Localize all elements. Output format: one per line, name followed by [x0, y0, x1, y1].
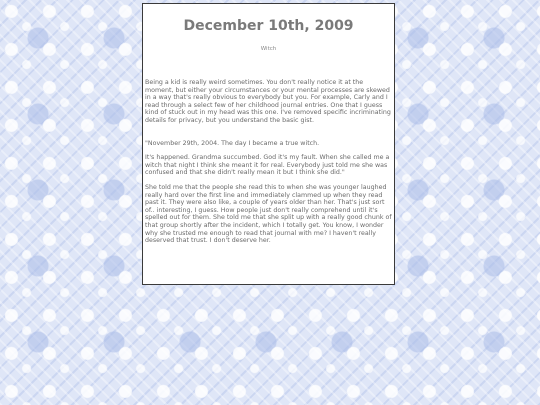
post-tag-link[interactable]: Witch [260, 46, 277, 52]
post-paragraph: "November 29th, 2004. The day I became a true witch. [145, 139, 320, 147]
post-paragraph: It's happened. Grandma succumbed. God it's my fault. When she called me a witch that night I think she meant it for real. Everybody just told me she was confused and that she didn't really mean it but I think she did." [145, 154, 390, 177]
post-paragraph: Being a kid is really weird sometimes. You don't really notice it at the moment, but either your circumstances or your mental processes are skewed in a way that's really obvious to everybody but you. For example, Carly and I read through a select few of her childhood journal entries. One that I guess kind of stuck out in my head was this one. I've removed specific incriminating details for privacy, but you understand the basic gist. [145, 79, 391, 124]
post-body [145, 79, 392, 245]
post-title: December 10th, 2009 [183, 18, 354, 34]
post-container [142, 3, 395, 285]
post-paragraph: She told me that the people she read this to when she was younger laughed really hard over the first line and immediately clammed up when they read past it. They were also like, a couple of years older than her. That's just sort of.. interesting, I guess. How people just don't really comprehend until it's spelled out for them. She told me that she split up with a really good chunk of that group shortly after the incident, which I totally get. You know, I wonder why she trusted me enough to read that journal with me? I haven't really deserved that trust. I don't deserve her. [145, 183, 392, 245]
